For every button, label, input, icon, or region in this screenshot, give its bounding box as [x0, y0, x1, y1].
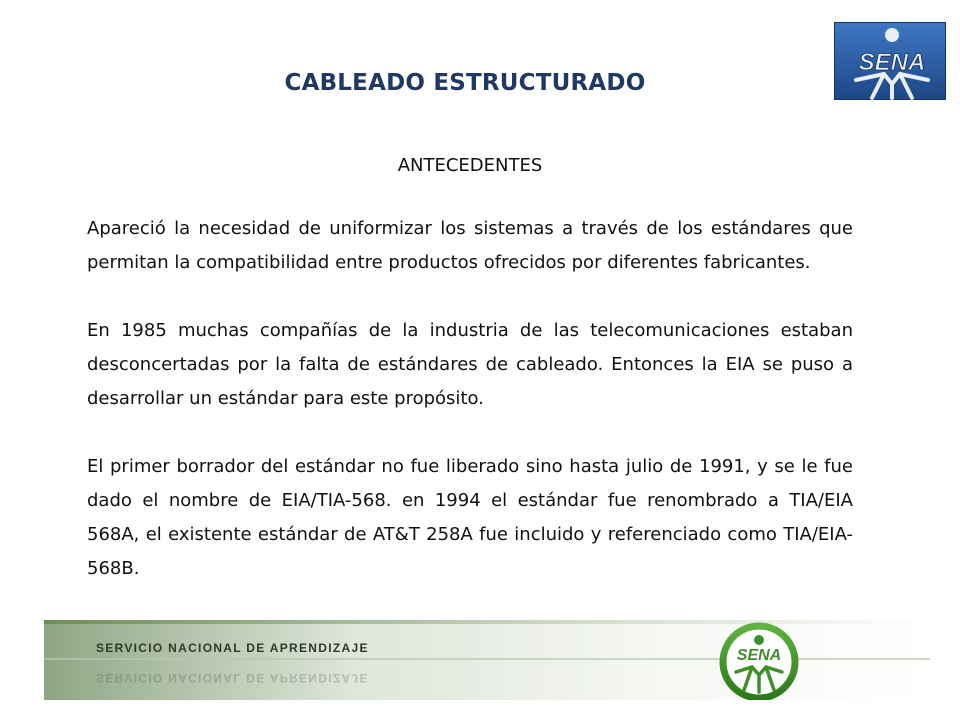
section-heading: ANTECEDENTES	[397, 155, 543, 176]
footer-text: SERVICIO NACIONAL DE APRENDIZAJE	[96, 641, 369, 655]
sena-logo-text: SENA	[858, 49, 926, 76]
paragraph-2: En 1985 muchas compañías de la industria de las telecomunicaciones estaban desconcertadas por la falta de estándares de cableado. Entonces la EIA se puso a desarrollar un estándar para este propósito.	[87, 320, 853, 409]
footer-logo-text: SENA	[736, 647, 782, 664]
paragraph-3: El primer borrador del estándar no fue liberado sino hasta julio de 1991, y se le fue dado el nombre de EIA/TIA-568. en 1994 el estándar fue renombrado a TIA/EIA 568A, el existente estándar de AT&T 258A fue incluido y referenciado como TIA/EIA-568B.	[87, 456, 853, 579]
sena-logo-icon	[834, 22, 946, 100]
footer-banner	[44, 620, 930, 700]
footer-text-reflection: SERVICIO NACIONAL DE APRENDIZAJE	[96, 671, 369, 685]
slide-title: CABLEADO ESTRUCTURADO	[284, 70, 646, 96]
paragraph-1: Apareció la necesidad de uniformizar los sistemas a través de los estándares que permitan la compatibilidad entre productos ofrecidos por diferentes fabricantes.	[87, 218, 853, 273]
sena-circle-logo-icon	[723, 626, 795, 698]
body-text	[87, 212, 853, 620]
